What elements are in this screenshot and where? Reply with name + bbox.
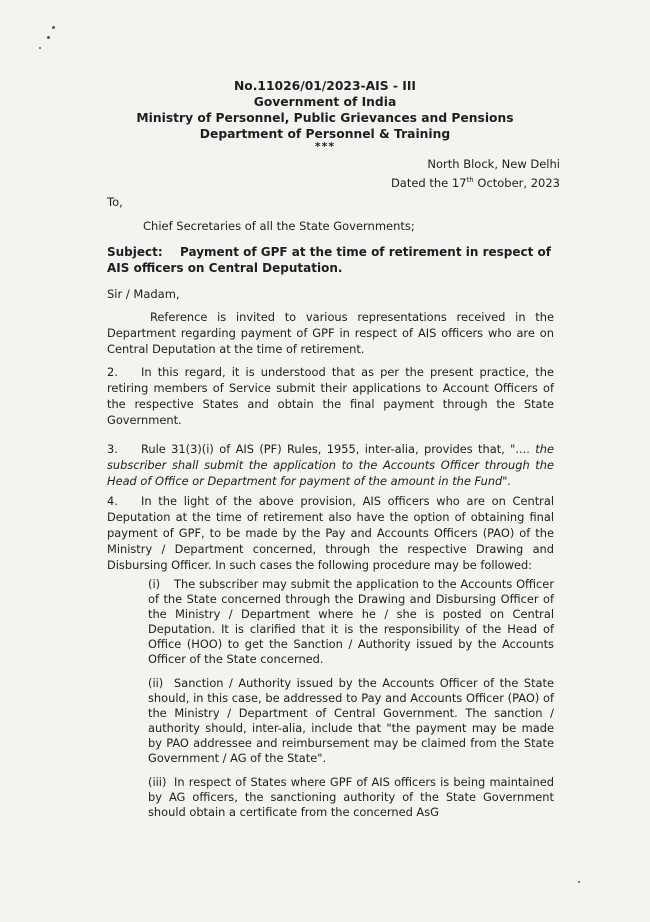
sub-point-i-number: (i) (148, 577, 161, 591)
paragraph-3 (107, 441, 554, 489)
sub-point-ii-number: (ii) (148, 676, 164, 690)
paragraph-4-text: In the light of the above provision, AIS officers who are on Central Deputation at the time of retirement also have the option of obtaining final payment of GPF, to be made by the Pay and Accounts Officers (PAO) of the Ministry / Department concerned, through the respective Drawing and Disbursing Officer. In such cases the following procedure may be followed: (107, 494, 554, 572)
scan-speck (578, 881, 580, 883)
subject-text: Payment of GPF at the time of retirement in respect of AIS officers on Central Deputation. (107, 245, 552, 275)
file-number: No.11026/01/2023-AIS - III (234, 79, 416, 93)
place: North Block, New Delhi (427, 157, 560, 171)
paragraph-3-text: Rule 31(3)(i) of AIS (PF) Rules, 1955, inter-alia, provides that, ".... (141, 442, 530, 456)
salutation: Sir / Madam, (107, 287, 180, 301)
date-suffix: October, 2023 (473, 175, 560, 190)
date (391, 172, 560, 191)
government-name: Government of India (253, 95, 397, 109)
paragraph-4-number: 4. (107, 494, 118, 508)
department-name: Department of Personnel & Training (199, 127, 451, 141)
sub-point-iii (148, 775, 554, 820)
date-sup: th (466, 176, 474, 184)
subject-line (107, 244, 554, 276)
paragraph-2-text: In this regard, it is understood that as per the present practice, the retiring members of Service submit their applications to Account Officers of the respective States and obtain the final payment through the State Government. (107, 365, 554, 427)
place-date-block (391, 156, 560, 191)
sub-point-i (148, 577, 554, 667)
paragraph-1-text: Reference is invited to various representations received in the Department regarding payment of GPF in respect of AIS officers who are on Central Deputation at the time of retirement. (107, 310, 554, 356)
sub-point-ii-text: Sanction / Authority issued by the Accounts Officer of the State should, in this case, be addressed to Pay and Accounts Officer (PAO) of the Ministry / Department of Central Government. The sanction / authority should, inter-alia, include that "the payment may be made by PAO addressee and reimbursement may be claimed from the State Government / AG of the State". (148, 676, 554, 765)
date-prefix: Dated the 17 (390, 175, 467, 190)
paragraph-4 (107, 493, 554, 573)
scan-speck (39, 47, 41, 49)
paragraph-1 (107, 309, 554, 357)
to-line: To, (107, 195, 123, 209)
sub-point-i-text: The subscriber may submit the application to the Accounts Officer of the State concerned through the Drawing and Disbursing Officer of the Ministry / Department where he / she is posted on Central Deputation. It is clarified that it is the responsibility of the Head of Office (HOO) to get the Sanction / Authority issued by the Accounts Officer of the State concerned. (148, 577, 554, 666)
paragraph-2-number: 2. (107, 365, 118, 379)
scan-speck (47, 36, 50, 39)
recipient: Chief Secretaries of all the State Governments; (143, 219, 415, 233)
paragraph-3-number: 3. (107, 442, 118, 456)
ministry-name: Ministry of Personnel, Public Grievances and Pensions (136, 111, 514, 125)
scan-speck (52, 26, 55, 29)
sub-point-iii-number: (iii) (148, 775, 167, 789)
header-stars: *** (314, 140, 336, 153)
paragraph-3-quote: the subscriber shall submit the application to the Accounts Officer through the Head of Office or Department for payment of the amount in the Fund". (107, 442, 554, 488)
sub-point-ii (148, 676, 554, 766)
subject-label: Subject: (107, 245, 163, 259)
letter-header (0, 78, 650, 152)
paragraph-2 (107, 364, 554, 428)
sub-point-iii-text: In respect of States where GPF of AIS officers is being maintained by AG officers, the sanctioning authority of the State Government should obtain a certificate from the concerned AsG (148, 775, 554, 819)
